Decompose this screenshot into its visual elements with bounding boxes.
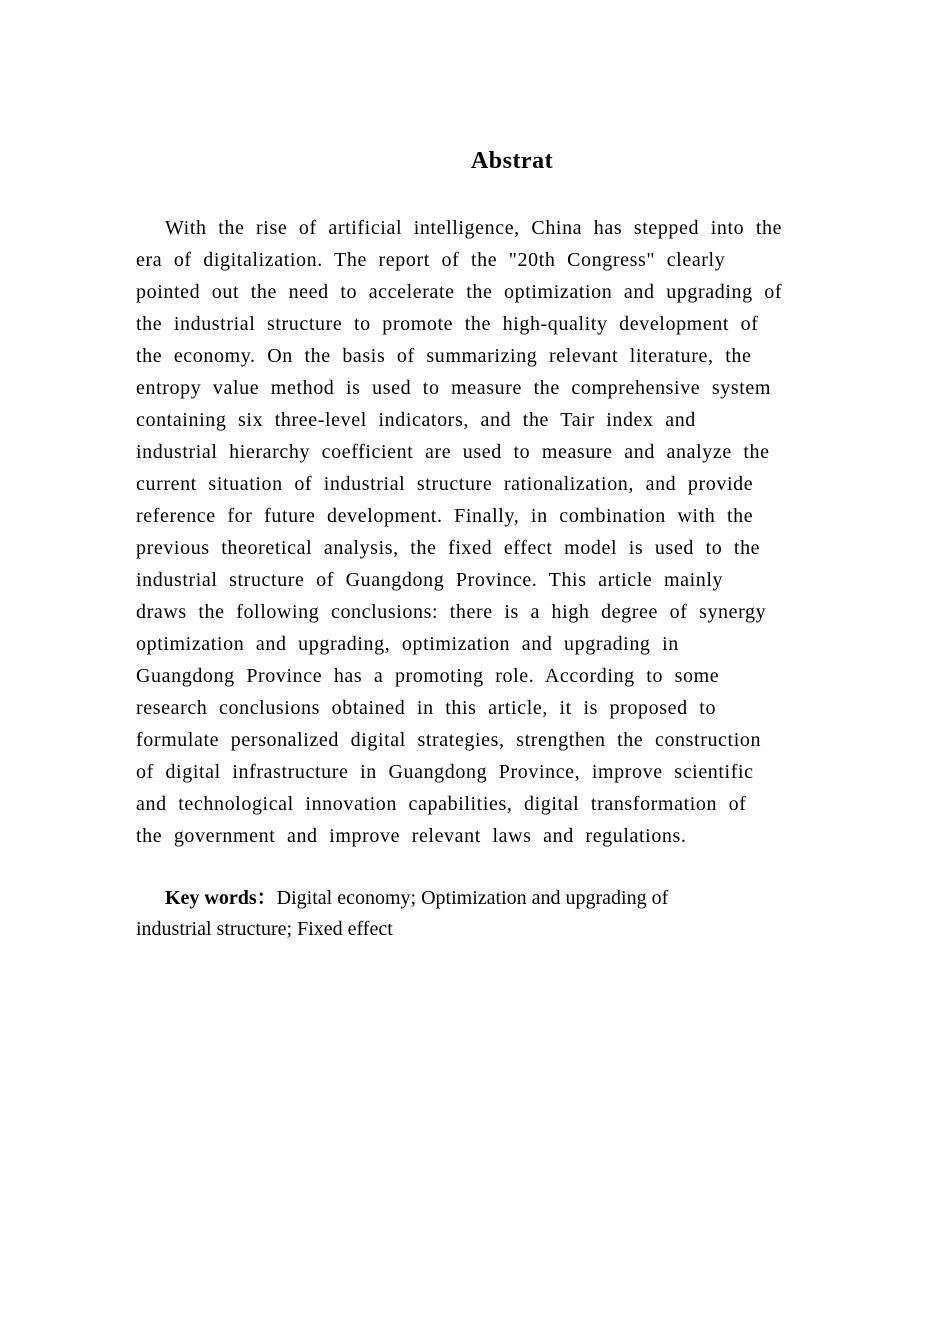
keywords-section	[136, 883, 866, 945]
abstract-line: Guangdong Province has a promoting role. According to some	[136, 665, 720, 687]
abstract-line: the economy. On the basis of summarizing relevant literature, the	[136, 345, 752, 367]
abstract-title: Abstrat	[470, 148, 554, 174]
abstract-line: previous theoretical analysis, the fixed effect model is used to the	[136, 537, 761, 559]
abstract-line: the government and improve relevant laws and regulations.	[136, 825, 687, 847]
abstract-line: pointed out the need to accelerate the optimization and upgrading of	[136, 281, 783, 303]
abstract-line: and technological innovation capabilities, digital transformation of	[136, 793, 747, 815]
abstract-line: industrial structure of Guangdong Province. This article mainly	[136, 569, 724, 591]
keywords-line-continued: industrial structure; Fixed effect	[136, 918, 393, 940]
abstract-line: research conclusions obtained in this article, it is proposed to	[136, 697, 717, 719]
abstract-line: industrial hierarchy coefficient are used to measure and analyze the	[136, 441, 770, 463]
abstract-line: reference for future development. Finally, in combination with the	[136, 505, 754, 527]
abstract-line: draws the following conclusions: there is a high degree of synergy	[136, 601, 767, 623]
abstract-line: entropy value method is used to measure the comprehensive system	[136, 377, 772, 399]
abstract-line: era of digitalization. The report of the "20th Congress" clearly	[136, 249, 726, 271]
abstract-line: of digital infrastructure in Guangdong Province, improve scientific	[136, 761, 754, 783]
abstract-line: With the rise of artificial intelligence, China has stepped into the	[165, 217, 783, 239]
keywords-text: Digital economy; Optimization and upgrading of	[276, 887, 669, 909]
abstract-line: current situation of industrial structure rationalization, and provide	[136, 473, 754, 495]
abstract-line: containing six three-level indicators, and the Tair index and	[136, 409, 696, 431]
abstract-line: optimization and upgrading, optimization and upgrading in	[136, 633, 679, 655]
keywords-line	[136, 883, 866, 914]
abstract-line: the industrial structure to promote the high-quality development of	[136, 313, 759, 335]
keywords-label: Key words：	[165, 887, 277, 909]
abstract-body	[136, 212, 866, 852]
abstract-line: formulate personalized digital strategies, strengthen the construction	[136, 729, 762, 751]
